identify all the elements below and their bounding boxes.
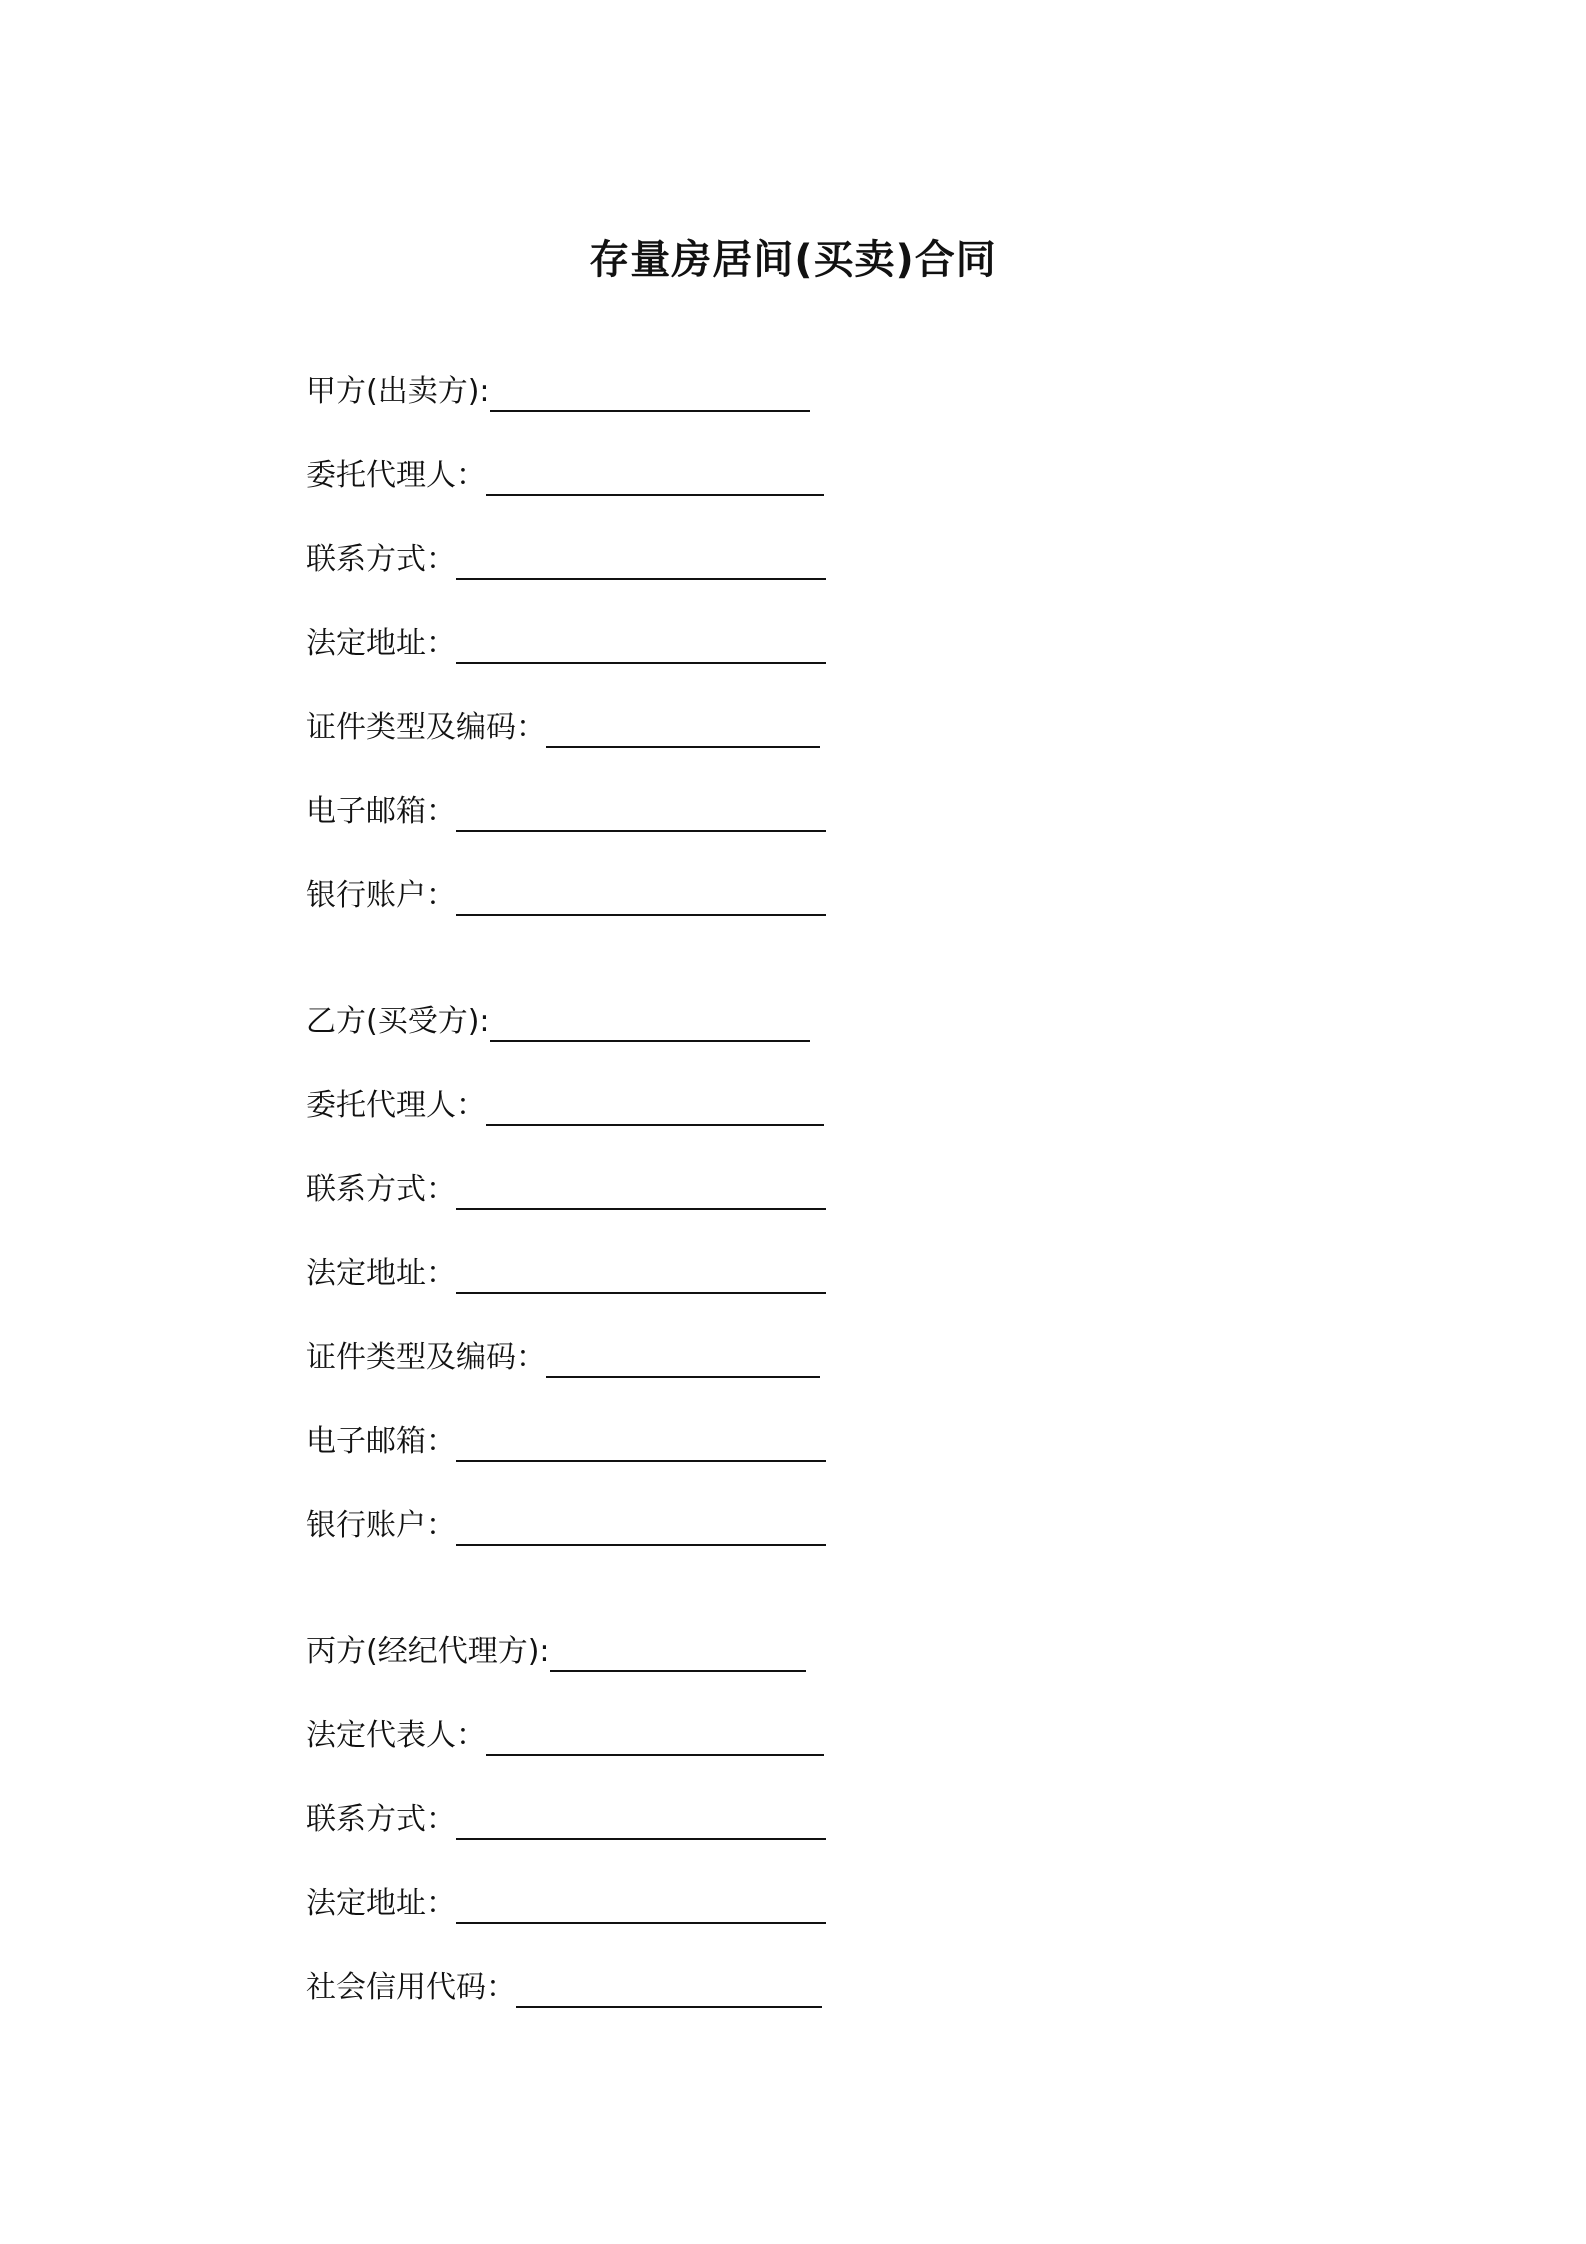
party-c-section <box>306 1590 906 2010</box>
party-a-id-row <box>306 666 906 750</box>
party-a-email-blank[interactable] <box>456 792 826 832</box>
party-c-credit-code-blank[interactable] <box>516 1968 822 2008</box>
party-b-name-blank[interactable] <box>490 1002 810 1042</box>
party-b-id-label: 证件类型及编码： <box>306 1340 546 1375</box>
party-a-agent-blank[interactable] <box>486 456 824 496</box>
party-b-address-label: 法定地址： <box>306 1256 456 1291</box>
party-a-bank-row <box>306 834 906 918</box>
party-a-address-label: 法定地址： <box>306 626 456 661</box>
party-b-agent-row <box>306 1044 906 1128</box>
party-a-contact-label: 联系方式： <box>306 542 456 577</box>
party-a-bank-blank[interactable] <box>456 876 826 916</box>
party-b-address-blank[interactable] <box>456 1254 826 1294</box>
party-b-address-row <box>306 1212 906 1296</box>
party-c-contact-blank[interactable] <box>456 1800 826 1840</box>
party-a-name-blank[interactable] <box>490 372 810 412</box>
party-b-id-row <box>306 1296 906 1380</box>
party-a-email-label: 电子邮箱： <box>306 794 456 829</box>
party-c-legal-rep-blank[interactable] <box>486 1716 824 1756</box>
party-c-address-label: 法定地址： <box>306 1886 456 1921</box>
party-a-email-row <box>306 750 906 834</box>
party-c-contact-row <box>306 1758 906 1842</box>
party-b-bank-row <box>306 1464 906 1548</box>
party-b-bank-label: 银行账户： <box>306 1508 456 1543</box>
party-c-contact-label: 联系方式： <box>306 1802 456 1837</box>
party-b-email-label: 电子邮箱： <box>306 1424 456 1459</box>
party-c-address-blank[interactable] <box>456 1884 826 1924</box>
party-c-credit-code-row <box>306 1926 906 2010</box>
party-c-credit-code-label: 社会信用代码： <box>306 1970 516 2005</box>
contract-title: 存量房居间(买卖)合同 <box>589 237 997 283</box>
party-b-contact-blank[interactable] <box>456 1170 826 1210</box>
party-a-id-blank[interactable] <box>546 708 820 748</box>
party-a-address-row <box>306 582 906 666</box>
party-b-bank-blank[interactable] <box>456 1506 826 1546</box>
party-a-id-label: 证件类型及编码： <box>306 710 546 745</box>
party-b-name-row <box>306 960 906 1044</box>
party-b-email-row <box>306 1380 906 1464</box>
party-b-contact-label: 联系方式： <box>306 1172 456 1207</box>
party-a-name-label: 甲方(出卖方): <box>306 374 490 409</box>
party-c-name-row <box>306 1590 906 1674</box>
party-a-agent-label: 委托代理人： <box>306 458 486 493</box>
party-c-name-label: 丙方(经纪代理方): <box>306 1634 550 1669</box>
party-a-agent-row <box>306 414 906 498</box>
party-c-legal-rep-label: 法定代表人： <box>306 1718 486 1753</box>
party-b-agent-blank[interactable] <box>486 1086 824 1126</box>
party-b-agent-label: 委托代理人： <box>306 1088 486 1123</box>
party-c-name-blank[interactable] <box>550 1632 806 1672</box>
party-b-name-label: 乙方(买受方): <box>306 1004 490 1039</box>
party-b-email-blank[interactable] <box>456 1422 826 1462</box>
party-a-name-row <box>306 330 906 414</box>
party-b-contact-row <box>306 1128 906 1212</box>
party-c-address-row <box>306 1842 906 1926</box>
party-a-section <box>306 330 906 918</box>
party-b-section <box>306 960 906 1548</box>
party-a-contact-blank[interactable] <box>456 540 826 580</box>
party-b-id-blank[interactable] <box>546 1338 820 1378</box>
party-a-bank-label: 银行账户： <box>306 878 456 913</box>
party-c-legal-rep-row <box>306 1674 906 1758</box>
party-a-address-blank[interactable] <box>456 624 826 664</box>
party-a-contact-row <box>306 498 906 582</box>
